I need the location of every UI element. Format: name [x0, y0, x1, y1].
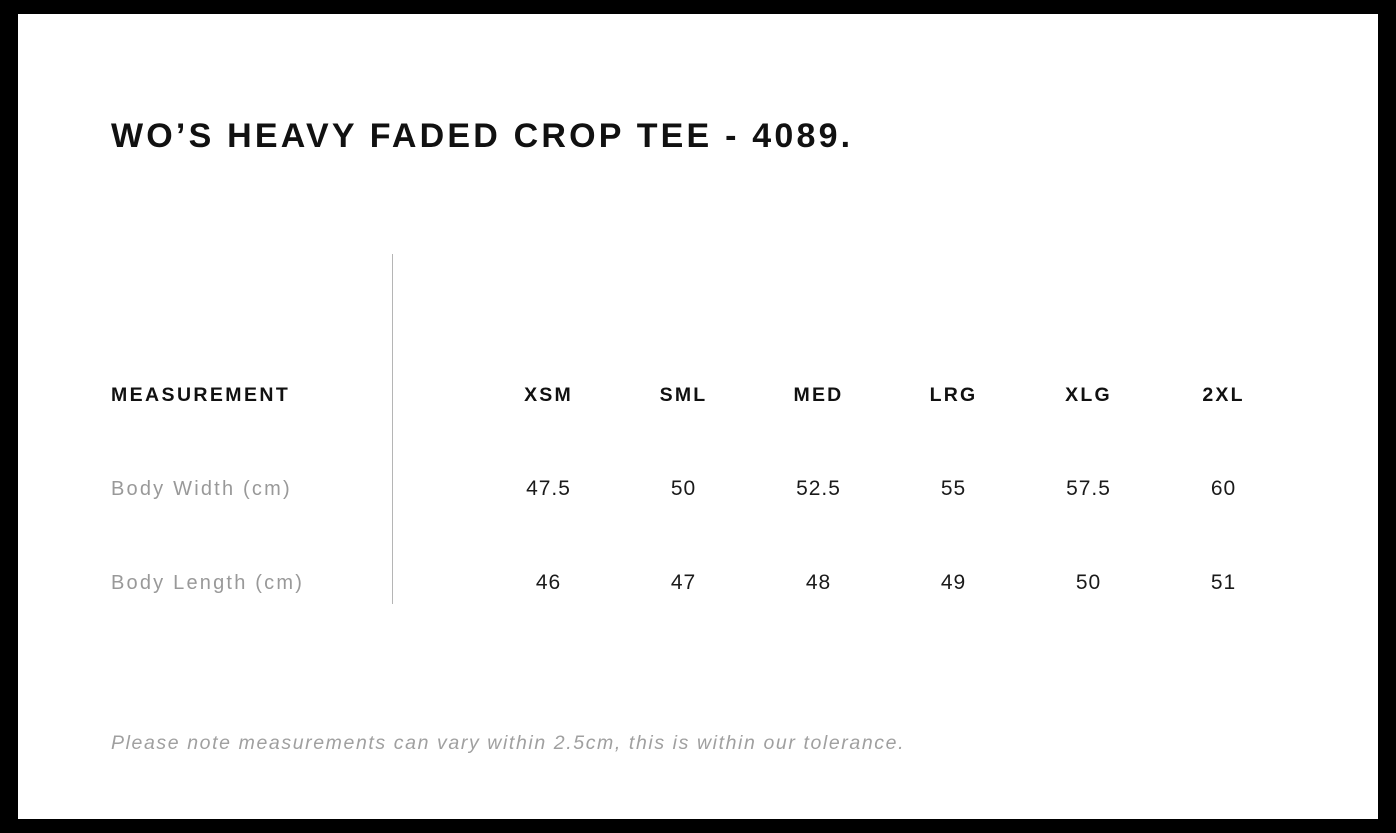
table-spacer-row — [111, 254, 1291, 348]
row-label-body-length: Body Length (cm) — [111, 571, 305, 594]
table-row — [111, 536, 1291, 630]
table-header-row — [111, 348, 1291, 442]
spacer-cell — [481, 254, 616, 348]
cell-body-width-2xl: 60 — [1210, 477, 1237, 500]
row-label-body-width: Body Width (cm) — [111, 477, 292, 500]
spacer-cell — [886, 254, 1021, 348]
spacer-cell — [751, 254, 886, 348]
spacer-cell — [616, 254, 751, 348]
table-row — [111, 442, 1291, 536]
size-header-sml: SML — [659, 383, 708, 406]
cell-body-width-xlg: 57.5 — [1066, 477, 1111, 500]
cell-body-width-med: 52.5 — [796, 477, 841, 500]
cell-body-length-med: 48 — [805, 571, 832, 594]
spacer-cell — [1156, 254, 1291, 348]
size-header-lrg: LRG — [929, 383, 978, 406]
size-header-xsm: XSM — [524, 383, 573, 406]
size-table — [111, 254, 1291, 630]
spacer-cell — [111, 254, 481, 348]
page-title: WO’S HEAVY FADED CROP TEE - 4089. — [111, 117, 854, 155]
cell-body-length-xlg: 50 — [1075, 571, 1102, 594]
cell-body-length-lrg: 49 — [940, 571, 967, 594]
measurement-header: MEASUREMENT — [111, 383, 291, 406]
spacer-cell — [1021, 254, 1156, 348]
size-table-container — [111, 254, 1291, 630]
size-header-2xl: 2XL — [1202, 383, 1245, 406]
cell-body-length-xsm: 46 — [535, 571, 562, 594]
cell-body-width-sml: 50 — [670, 477, 697, 500]
tolerance-note: Please note measurements can vary within 2.5cm, this is within our tolerance. — [111, 732, 906, 754]
cell-body-length-sml: 47 — [670, 571, 697, 594]
size-header-xlg: XLG — [1065, 383, 1112, 406]
size-chart-card — [18, 14, 1378, 819]
cell-body-length-2xl: 51 — [1210, 571, 1237, 594]
size-header-med: MED — [793, 383, 844, 406]
cell-body-width-lrg: 55 — [940, 477, 967, 500]
cell-body-width-xsm: 47.5 — [526, 477, 571, 500]
